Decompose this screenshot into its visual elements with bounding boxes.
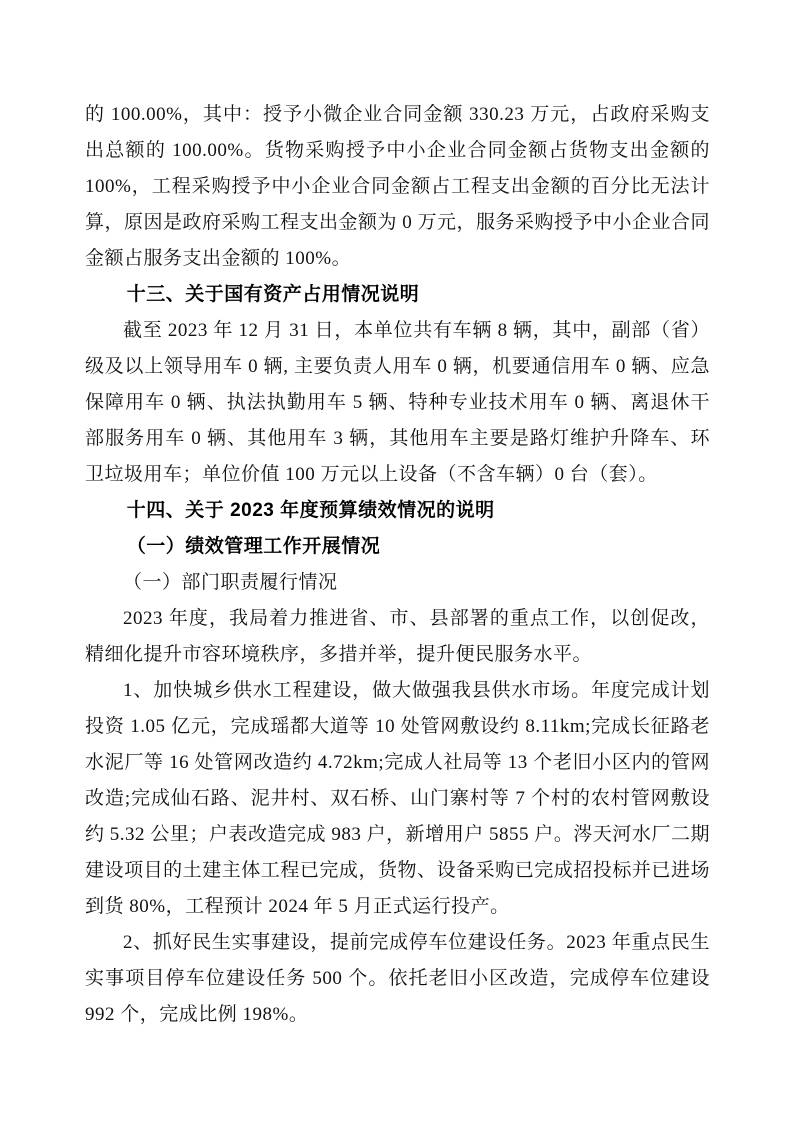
subheading-department-duty-performance: （一）部门职责履行情况 — [123, 572, 338, 593]
heading-section-13-state-assets: 十三、关于国有资产占用情况说明 — [126, 284, 420, 305]
heading-performance-management-work: （一）绩效管理工作开展情况 — [126, 536, 381, 557]
paragraph-item-1-water-supply-project: 1、加快城乡供水工程建设，做大做强我县供水市场。年度完成计划投资 1.05 亿元，完成瑶都大道等 10 处管网敷设约 8.11km;完成长征路老水泥厂等 16 处管网改造约 4.72km;完成人社局等 13 个老旧小区内的管网改造;完成仙石路、泥井村、双石桥、山门寨村等 7 个村的农村管网敷设约 5.32 公里；户表改造完成 983 户，新增用户 5855 户。涔天河水厂二期建设项目的土建主体工程已完成，货物、设备采购已完成招投标并已进场到货 80%，工程预计 2024 年 5 月正式运行投产。 — [85, 680, 710, 917]
paragraph-procurement-continuation: 的 100.00%，其中：授予小微企业合同金额 330.23 万元，占政府采购支出总额的 100.00%。货物采购授予中小企业合同金额占货物支出金额的 100%，工程采购授予中小企业合同金额占工程支出金额的百分比无法计算，原因是政府采购工程支出金额为 0 万元，服务采购授予中小企业合同金额占服务支出金额的 100%。 — [85, 104, 711, 269]
heading-section-14-budget-performance: 十四、关于 2023 年度预算绩效情况的说明 — [126, 500, 495, 521]
paragraph-2023-overview: 2023 年度，我局着力推进省、市、县部署的重点工作，以创促改，精细化提升市容环境秩序，多措并举，提升便民服务水平。 — [85, 608, 710, 665]
paragraph-vehicles-and-equipment: 截至 2023 年 12 月 31 日，本单位共有车辆 8 辆，其中，副部（省）级及以上领导用车 0 辆, 主要负责人用车 0 辆，机要通信用车 0 辆、应急保障用车 0 辆、执法执勤用车 5 辆、特种专业技术用车 0 辆、离退休干部服务用车 0 辆、其他用车 3 辆，其他用车主要是路灯维护升降车、环卫垃圾用车；单位价值 100 万元以上设备（不含车辆）0 台（套）。 — [85, 320, 710, 485]
paragraph-item-2-parking-spaces: 2、抓好民生实事建设，提前完成停车位建设任务。2023 年重点民生实事项目停车位建设任务 500 个。依托老旧小区改造，完成停车位建设 992 个，完成比例 198%。 — [85, 932, 710, 1025]
document-body — [85, 97, 710, 1033]
